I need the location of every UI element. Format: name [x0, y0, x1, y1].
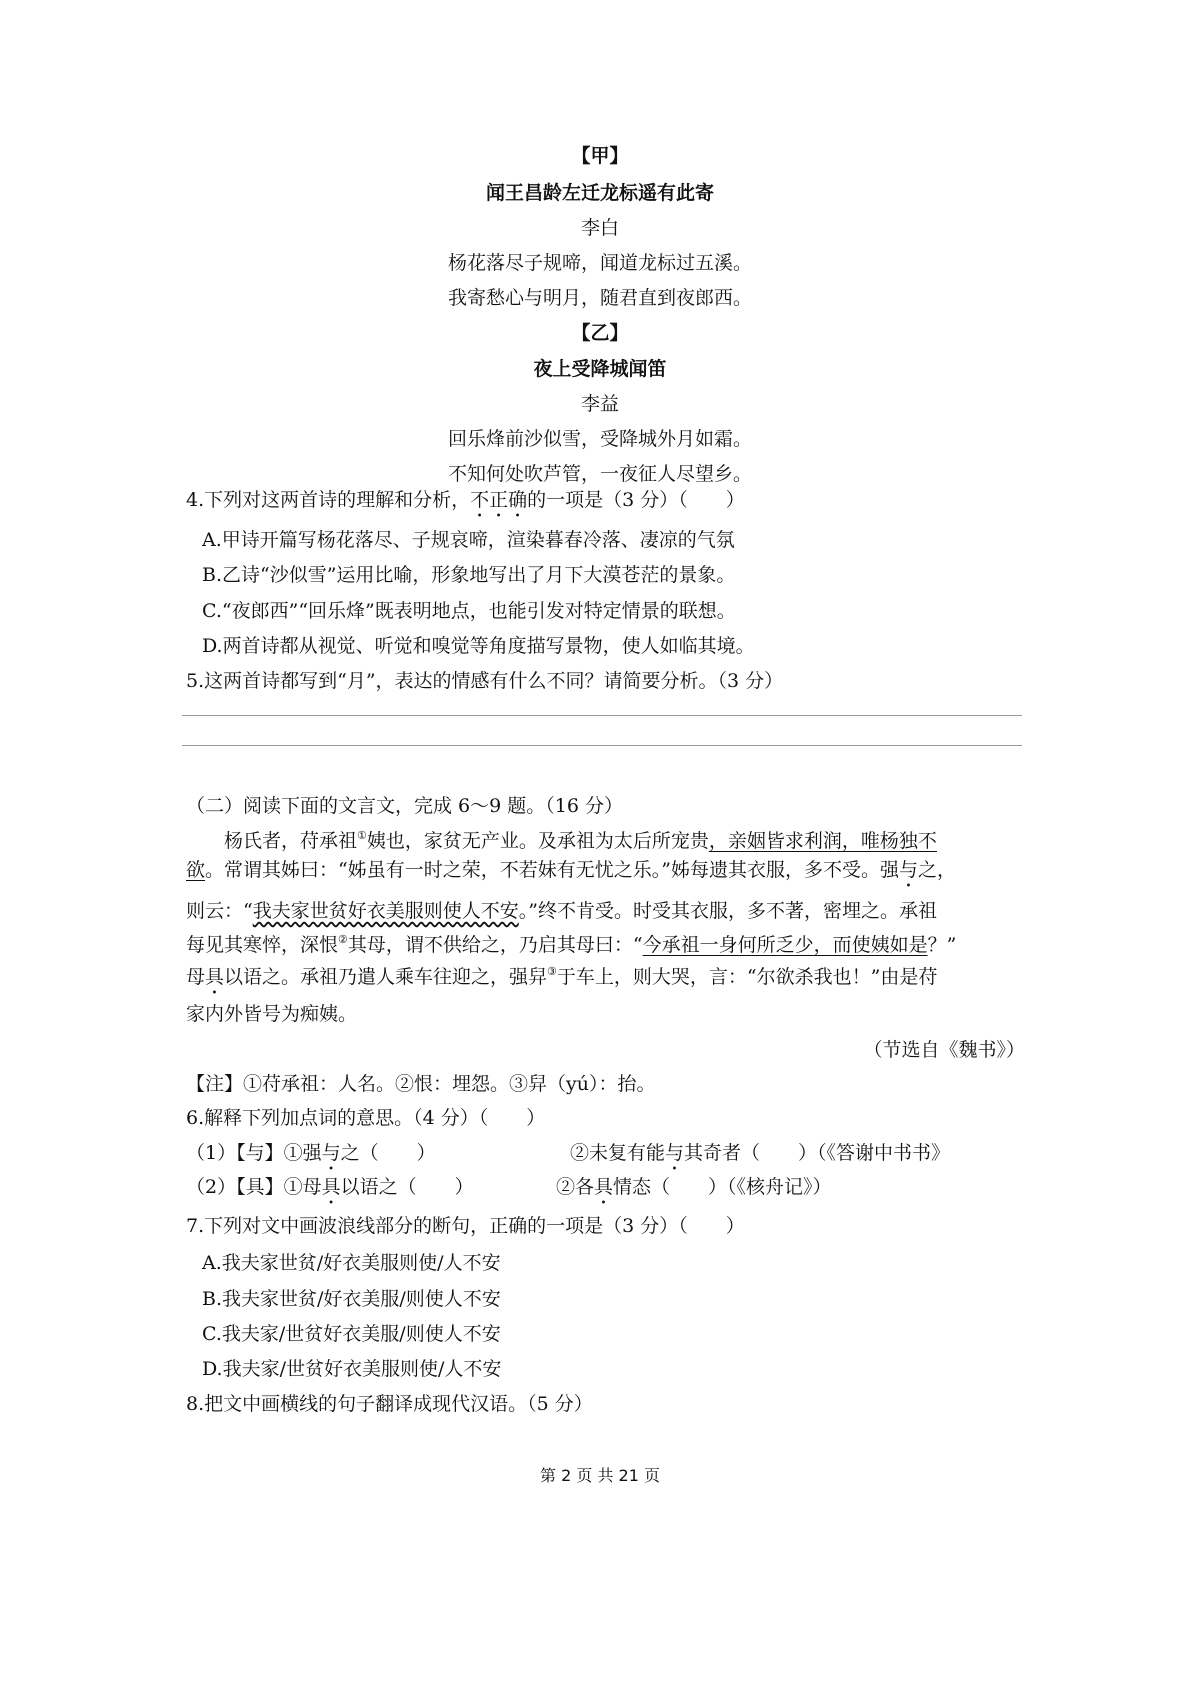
passage-text: ？”	[927, 934, 957, 956]
dotted-word: 具	[321, 1176, 341, 1198]
passage-text: 母	[186, 966, 206, 988]
passage-note: 【注】①苻承祖：人名。②恨：埋怨。③舁（yú）：抬。	[186, 1073, 656, 1095]
page-footer: 第 2 页 共 21 页	[540, 1466, 660, 1485]
passage-source: （节选自《魏书》）	[863, 1039, 1025, 1061]
dotted-word: 具	[594, 1176, 614, 1198]
passage-text: 以语之。承祖乃遣人乘车往迎之，强舁	[224, 966, 548, 988]
question-5: 5.这两首诗都写到“月”，表达的情感有什么不同？请简要分析。（3 分）	[186, 670, 784, 692]
poem-a-label: 【甲】	[571, 145, 629, 167]
question-6-text: ②各	[556, 1176, 595, 1198]
passage-text: 。”终不肯受。时受其衣服，多不著，密埋之。承祖	[518, 900, 937, 922]
question-6-text: （1）【与】①强	[186, 1142, 322, 1164]
answer-line-1	[182, 715, 1022, 716]
passage-text: 其母，谓不供给之，乃启其母曰：“	[347, 934, 643, 956]
passage-line-1	[224, 829, 937, 853]
question-6-text: （2）【具】①母	[186, 1176, 322, 1198]
dotted-word: 与	[665, 1142, 685, 1164]
poem-b-title: 夜上受降城闻笛	[533, 358, 667, 380]
question-6-text: 以语之（ ）	[340, 1176, 474, 1198]
passage-text: 姨也，家贫无产业。及承祖为太后所宠贵	[366, 830, 709, 852]
poem-a-line-2: 我寄愁心与明月，随君直到夜郎西。	[447, 287, 752, 309]
section-2-heading: （二）阅读下面的文言文，完成 6～9 题。（16 分）	[186, 795, 623, 817]
question-4-option-a: A.甲诗开篇写杨花落尽、子规哀啼，渲染暮春冷落、凄凉的气氛	[202, 529, 735, 551]
wavy-underlined-sentence: 我夫家世贫好衣美服则使人不安	[252, 900, 519, 922]
question-6-row-1-item-2	[570, 1141, 950, 1175]
question-6-text: 情态（ ）（《核舟记》）	[613, 1176, 832, 1198]
poem-a-line-1: 杨花落尽子规啼，闻道龙标过五溪。	[447, 252, 752, 274]
question-4-emphasis: 不正确	[470, 489, 528, 511]
passage-line-5	[186, 965, 937, 999]
question-4-option-b: B.乙诗“沙似雪”运用比喻，形象地写出了月下大漠苍茫的景象。	[202, 564, 736, 586]
question-4-text-a: 4.下列对这两首诗的理解和分析，	[186, 489, 471, 511]
question-4	[186, 488, 745, 522]
question-8: 8.把文中画横线的句子翻译成现代汉语。（5 分）	[186, 1393, 593, 1415]
passage-line-3	[186, 899, 937, 923]
passage-line-2	[186, 858, 956, 892]
question-6-row-2-item-2	[556, 1175, 832, 1209]
question-6-text: ②未复有能	[570, 1142, 666, 1164]
passage-text: 杨氏者，苻承祖	[224, 830, 358, 852]
dotted-word: 具	[205, 966, 225, 988]
poem-b-line-2: 不知何处吹芦管，一夜征人尽望乡。	[447, 463, 752, 485]
question-6-row-1	[186, 1141, 436, 1175]
question-4-option-c: C.“夜郎西”“回乐烽”既表明地点，也能引发对特定情景的联想。	[202, 600, 736, 622]
poem-b-line-1: 回乐烽前沙似雪，受降城外月如霜。	[447, 428, 752, 450]
question-6-text: 其奇者（ ）（《答谢中书书》	[684, 1142, 951, 1164]
poem-b-label: 【乙】	[571, 322, 629, 344]
question-6: 6.解释下列加点词的意思。（4 分）（ ）	[186, 1107, 546, 1129]
footnote-marker-2: ②	[338, 933, 348, 946]
passage-text: 则云：“	[186, 900, 253, 922]
passage-text: 每见其寒悴，深恨	[186, 934, 339, 956]
underlined-sentence: 今承祖一身何所乏少，而使姨如是	[642, 934, 928, 956]
passage-line-6: 家内外皆号为痴姨。	[186, 1003, 358, 1025]
question-4-option-d: D.两首诗都从视觉、听觉和嗅觉等角度描写景物，使人如临其境。	[202, 635, 755, 657]
underlined-sentence: 欲	[186, 859, 206, 881]
passage-text: 于车上，则大哭，言：“尔欲杀我也！”由是苻	[556, 966, 938, 988]
underlined-sentence: ，亲姻皆求利润，唯杨独不	[708, 830, 937, 852]
answer-line-2	[182, 745, 1022, 746]
footnote-marker-1: ①	[357, 829, 367, 842]
question-4-text-c: 的一项是（3 分）（ ）	[527, 489, 745, 511]
passage-text: 之，	[917, 859, 956, 881]
poem-a-title: 闻王昌龄左迁龙标遥有此寄	[485, 182, 714, 204]
passage-line-4	[186, 933, 956, 957]
poem-b-author: 李益	[580, 393, 619, 415]
passage-text: 。常谓其姊曰：“姊虽有一时之荣，不若妹有无忧之乐。”姊每遗其衣服，多不受。强	[205, 859, 899, 881]
dotted-word: 与	[898, 859, 918, 881]
poem-a-author: 李白	[580, 217, 619, 239]
question-7-option-c: C.我夫家/世贫好衣美服/则使人不安	[202, 1323, 501, 1345]
question-6-row-2	[186, 1175, 474, 1209]
question-7-option-a: A.我夫家世贫/好衣美服则使/人不安	[202, 1252, 501, 1274]
question-7: 7.下列对文中画波浪线部分的断句，正确的一项是（3 分）（ ）	[186, 1215, 745, 1237]
question-6-text: 之（ ）	[340, 1142, 436, 1164]
footnote-marker-3: ③	[547, 965, 557, 978]
question-7-option-d: D.我夫家/世贫好衣美服则使/人不安	[202, 1358, 502, 1380]
question-7-option-b: B.我夫家世贫/好衣美服/则使人不安	[202, 1288, 501, 1310]
dotted-word: 与	[321, 1142, 341, 1164]
